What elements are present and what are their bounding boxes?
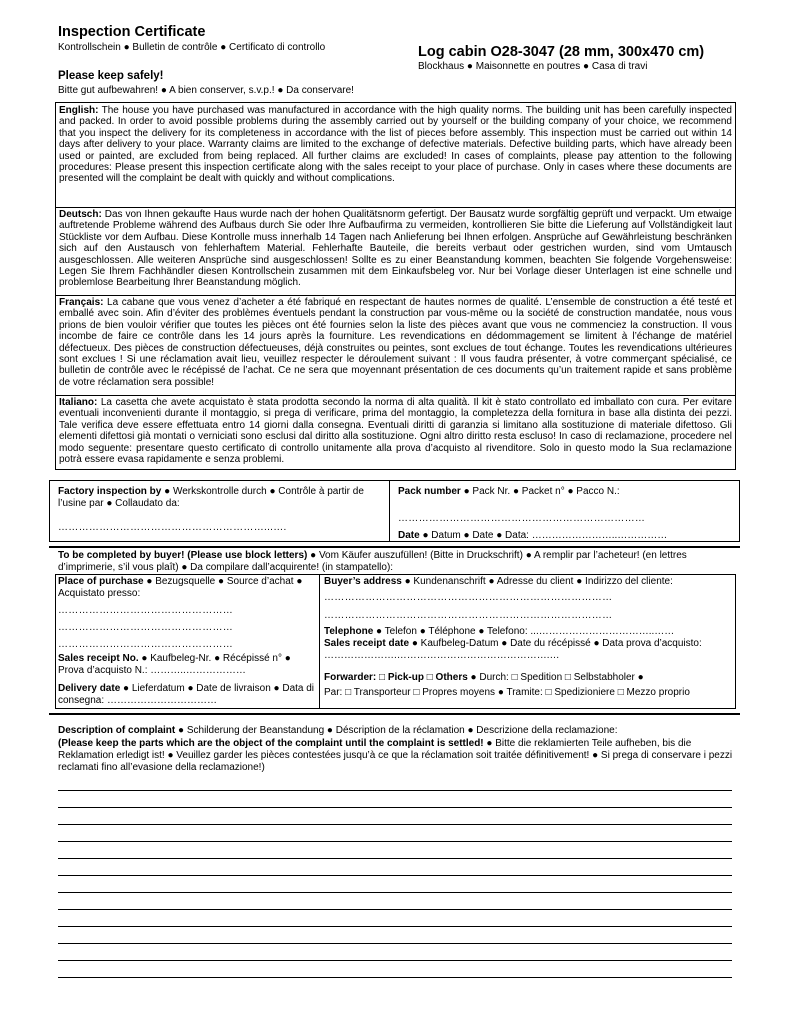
delivery-input[interactable]: ……………………………: [106, 695, 217, 706]
divider: [319, 574, 320, 709]
place-of-purchase-input[interactable]: ……………………………………………: [58, 605, 234, 616]
factory-text: ● Werkskontrolle durch ● Contrôle à partir de l’usine par ● Collaudato da:: [58, 486, 364, 509]
french-text: La cabane que vous venez d’acheter a été fabriqué en respectant de hautes normes de qualité. L’ensemble de construction a été testé et emballé avec soin. Afin d’éviter des problèmes éventuels pendant la construction par vous-même ou la société de construction mandatée, nous vous prions de bien vouloir vérifier que toutes les pièces ont été fournies selon la liste des pièces avant que vous ne commenciez la construction. Il vous incombe de faire ce contrôle dans les 14 jours après la fourniture. Les revendications en dédommagement se limitent à l’échange de matériel défectueux. Des pièces de construction défectueuses, déjà construites ou peintes, sont exclues de tout échange. Toutes les revendications ultérieures sont exclues ! Si une réclamation avait lieu, veuillez respecter le déroulement suivant : Il vous faudra présenter, à votre commerçant spécialisé, ce bulletin de contrôle avec le récépissé de l’achat. Ce ne sera que moyennant présentation de ces documents qu’un traitement rapide et sans problème de votre réclamation sera possible!: [59, 297, 732, 388]
pack-number-input[interactable]: ………………………………………………………………: [398, 513, 646, 524]
forwarder-text: ● Durch: □ Spedition □ Selbstabholer ●: [467, 672, 644, 683]
buyer-instructions-label: To be completed by buyer! (Please use block letters): [58, 550, 308, 561]
english-label: English:: [59, 105, 99, 116]
complaint-keep-label: (Please keep the parts which are the object of the complaint until the complaint is settled!: [58, 738, 484, 749]
delivery-label: Delivery date: [58, 683, 121, 694]
sales-receipt-date-field: [324, 638, 734, 662]
sales-receipt-field: [58, 653, 316, 677]
forwarder-label: Forwarder:: [324, 672, 377, 683]
factory-inspection-field: [58, 486, 383, 510]
complaint-line[interactable]: [58, 977, 732, 978]
telephone-field: [324, 626, 734, 638]
complaint-line[interactable]: [58, 909, 732, 910]
english-text: The house you have purchased was manufactured in accordance with the high quality norms. The building unit has been carefully inspected and packed. In order to avoid possible problems during the assembly carried out by yourself or the building company of your choice, we recommend that you inspect the delivery for its completeness in accordance with the list of pieces before assembly. This inspection must be carried out within 14 days after delivery to your place. Warranty claims are limited to the exchange of defective materials. Defective building parts, which have already been used or painted, are excluded from being replaced. All further claims are excluded! In cases of complaints, please pay attention to the following procedures: Please present this inspection certificate along with the sales receipt to your place of purchase. Only in cases where these documents are presented will the complaint be dealt with quickly and without complications.: [59, 105, 732, 185]
complaint-label: Description of complaint: [58, 725, 176, 736]
complaint-line[interactable]: [58, 943, 732, 944]
sdate-label: Sales receipt date: [324, 638, 410, 649]
receipt-label: Sales receipt No.: [58, 653, 139, 664]
document-subtitle: Kontrollschein ● Bulletin de contrôle ● Certificato di controllo: [58, 42, 326, 53]
forwarder-options-line[interactable]: Par: □ Transporteur □ Propres moyens ● Tramite: □ Spedizioniere □ Mezzo proprio: [324, 687, 690, 698]
pack-date-text: ● Datum ● Date ● Data:: [419, 530, 532, 541]
italian-label: Italiano:: [59, 397, 98, 408]
complaint-text: ● Schilderung der Beanstandung ● Déscription de la réclamation ● Descrizione della reclamazione:: [175, 725, 618, 736]
complaint-keep-text: ● Bitte die reklamierten Teile aufheben, bis die Reklamation erledigt ist! ● Veuillez garder les pièces contestées jusqu’à ce que la réclamation soit traitée définitivement! ● Si prega di conservare i pezzi reclamati fino all’evasione della reclamazione!): [58, 738, 733, 773]
delivery-date-field: [58, 683, 316, 707]
complaint-line[interactable]: [58, 926, 732, 927]
factory-label: Factory inspection by: [58, 486, 162, 497]
phone-label: Telephone: [324, 626, 374, 637]
complaint-line[interactable]: [58, 841, 732, 842]
complaint-line[interactable]: [58, 960, 732, 961]
receipt-text: ● Kaufbeleg-Nr. ● Récépissé n° ● Prova d’acquisto N.:: [58, 653, 291, 676]
italian-paragraph: [56, 396, 735, 466]
buyer-instructions-text: ● Vom Käufer auszufüllen! (Bitte in Druckschrift) ● A remplir par l’acheteur! (en lettres d’imprimerie, s’il vous plaît) ● Da compilare dall’acquirente! (in stampatello):: [58, 550, 687, 573]
complaint-line[interactable]: [58, 790, 732, 791]
place-of-purchase-input-2[interactable]: ……………………………………………: [58, 622, 234, 633]
complaint-line[interactable]: [58, 892, 732, 893]
pack-text: ● Pack Nr. ● Packet n° ● Pacco N.:: [460, 486, 620, 497]
pack-date-input[interactable]: ……………………..……………: [531, 530, 668, 541]
phone-input[interactable]: ...……………………………..……: [530, 626, 675, 637]
pack-label: Pack number: [398, 486, 461, 497]
product-title: Log cabin O28-3047 (28 mm, 300x470 cm): [418, 44, 705, 60]
place-of-purchase-input-3[interactable]: ……………………………………………: [58, 639, 234, 650]
complaint-keep-parts-note: [58, 738, 738, 774]
complaint-line[interactable]: [58, 858, 732, 859]
french-paragraph: [56, 296, 735, 389]
french-label: Français:: [59, 297, 104, 308]
english-paragraph: [56, 104, 735, 186]
factory-inspection-input[interactable]: ……………………………………………………...….: [58, 522, 287, 533]
product-subtitle: Blockhaus ● Maisonnette en poutres ● Casa di travi: [418, 61, 648, 72]
address-label: Buyer’s address: [324, 576, 402, 587]
sdate-input[interactable]: ………………….……………………………………….…: [324, 650, 560, 661]
divider: [49, 546, 740, 548]
complaint-line[interactable]: [58, 807, 732, 808]
buyer-address-input-2[interactable]: …………………………………………………………………………: [324, 610, 613, 621]
language-notice-box: [55, 102, 736, 470]
german-label: Deutsch:: [59, 209, 102, 220]
complaint-line[interactable]: [58, 824, 732, 825]
german-text: Das von Ihnen gekaufte Haus wurde nach der hohen Qualitätsnorm gefertigt. Der Bausatz wurde sorgfältig geprüft und verpackt. Um etwaige auftretende Probleme während des Aufbaus durch Sie oder Ihre Aufbaufirma zu vermeiden, kontrollieren Sie bitte die Lieferung auf Vollständigkeit laut Stückliste vor dem Aufbau. Diese Kontrolle muss innerhalb 14 Tagen nach Anlieferung bei Ihnen erfolgen. Ansprüche auf Gewährleistung beschränken sich auf den Austausch von fehlerhaftem Material. Fehlerhafte Bauteile, die bereits verbaut oder gestrichen wurden, sind vom Umtausch ausgeschlossen. Alle weiteren Ansprüche sind ausgeschlossen! Sollte es zu einer Beanstandung kommen, beachten Sie folgende Vorgehensweise: Legen Sie Ihrem Fachhändler diesen Kontrollschein zusammen mit dem Einkaufsbeleg vor. Nur bei Vorlage dieser Unterlagen ist eine schnelle und problemlose Bearbeitung Ihrer Beanstandung möglich.: [59, 209, 732, 289]
phone-text: ● Telefon ● Téléphone ● Telefono:: [373, 626, 531, 637]
forwarder-field: [324, 672, 734, 684]
pack-number-field: [398, 486, 733, 498]
delivery-text: ● Lieferdatum ● Date de livraison ● Data di consegna:: [58, 683, 315, 706]
forwarder-options[interactable]: □ Pick-up □ Others: [376, 672, 468, 683]
complaint-description-heading: [58, 725, 738, 737]
pack-date-field: [398, 530, 736, 542]
document-title: Inspection Certificate: [58, 24, 206, 40]
address-text: ● Kundenanschrift ● Adresse du client ● Indirizzo del cliente:: [401, 576, 673, 587]
keep-safely-subtext: Bitte gut aufbewahren! ● A bien conserver, s.v.p.! ● Da conservare!: [58, 85, 354, 96]
divider: [389, 480, 390, 542]
buyer-address-field: [324, 576, 734, 588]
sdate-text: ● Kaufbeleg-Datum ● Date du récépissé ● Data prova d’acquisto:: [409, 638, 702, 649]
pack-date-label: Date: [398, 530, 420, 541]
divider: [49, 713, 740, 715]
buyer-address-input[interactable]: …………………………………………………………………………: [324, 592, 613, 603]
complaint-line[interactable]: [58, 875, 732, 876]
buyer-instructions: [58, 550, 738, 574]
german-paragraph: [56, 208, 735, 290]
italian-text: La casetta che avete acquistato è stata prodotta secondo la norma di alta qualità. Il kit è stato controllato ed imballato con cura. Per evitare eventuali inconvenienti durante il montaggio, si prega di verificare, prima del montaggio, la completezza della fornitura in base alla distinta dei pezzi. Tale verifica deve essere effettuata entro 14 giorni dalla consegna. Eventuali diritti di garanzia si limitano alla sostituzione di materiale difettoso. Gli elementi difettosi già montati o verniciati sono esclusi dal diritto alla sostituzione. Ogni altro diritto resta escluso! In caso di reclamazione, procedere nel modo seguente: presentare questo certificato di controllo unitamente alla prova d’acquisto al rivenditore. Solo in questo modo la Sua reclamazione potrà essere evasa rapidamente e senza problemi.: [59, 397, 732, 466]
receipt-input[interactable]: ………..………………: [150, 665, 246, 676]
keep-safely-heading: Please keep safely!: [58, 70, 164, 82]
place-of-purchase-field: [58, 576, 316, 600]
place-label: Place of purchase: [58, 576, 144, 587]
place-text: ● Bezugsquelle ● Source d’achat ● Acquistato presso:: [58, 576, 303, 599]
